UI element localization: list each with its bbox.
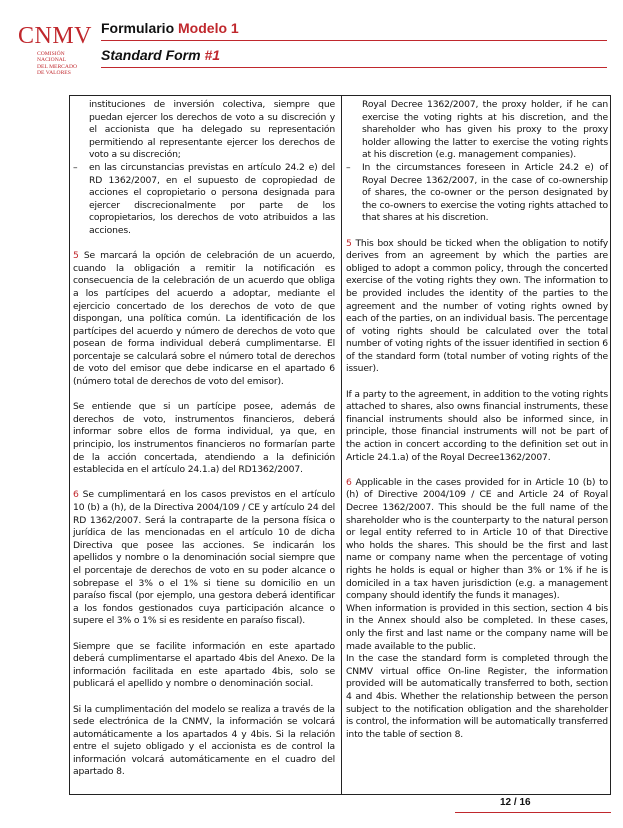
logo-subtitle: COMISIÓN NACIONAL DEL MERCADO DE VALORES [37, 51, 78, 77]
subtitle-divider [101, 67, 607, 68]
note-6-paragraph: Si la cumplimentación del modelo se realiza a través de la sede electrónica de la CNMV, la información se volcará automáticamente a los apartados 4 y 4bis. Si la relación entre el sujeto obligado y el accionista es de control la información volcará automáticamente en el cuadro del apartado 8. [73, 703, 335, 778]
list-item: – In the circumstances foreseen in Article 24.2 e) of Royal Decree 1362/2007, in the case of co-ownership of shares, the co-owner or the person designated by the co-owners to exercise the voting rights attached to that shares at his discretion. [346, 162, 608, 225]
list-item: Royal Decree 1362/2007, the proxy holder, if he can exercise the voting rights at his discretion, and the shareholder who has given his proxy to the proxy holder allowing the latter to exercise the voting rights at his discretion (e.g. management companies). [362, 99, 608, 161]
list-item: – en las circunstancias previstas en artículo 24.2 e) del RD 1362/2007, en el supuesto de copropiedad de acciones el copropietario o persona designada para ejercer discrecionalmente por parte de los copropietarios, los derechos de voto atribuidos a las acciones. [73, 162, 335, 238]
note-6-paragraph: Siempre que se facilite información en este apartado deberá cumplimentarse el apartado 4bis del Anexo. De la información facilitada en este apartado 4bis, solo se publicará el apellido y nombre o denominación social. [73, 640, 335, 690]
notes-table [69, 95, 611, 795]
note-6-paragraph: In the case the standard form is completed through the CNMV virtual office On-line Register, the information provided will be automatically transferred to both, section 4 and 4bis. Whether the relationship between the person subject to the notification obligation and the shareholder is control, the information will be automatically transferred into the table of section 8. [346, 653, 608, 740]
column-divider [341, 96, 342, 794]
list-item: instituciones de inversión colectiva, siempre que puedan ejercer los derechos de voto a su discreción y el accionista que ha delegado su representación permitiendo al representante ejercer los derechos de voto a su discreción; [89, 99, 335, 161]
note-5: 5 This box should be ticked when the obligation to notify derives from an agreement by which the parties are obliged to adopt a common policy, through the concerted exercise of the voting rights they own. The information to be provided includes the identity of the parties to the agreement and the number of voting rights owned by each of the parties, on an individual basis. The percentage of voting rights should be calculated over the total number of voting rights of the issuer identified in section 6 of the standard form (total number of voting rights of the issuer). [346, 237, 608, 375]
note-6: 6 Applicable in the cases provided for in Article 10 (b) to (h) of Directive 2004/109 / CE and Article 24 of Royal Decree 1362/2007. This should be the full name of the shareholder who is the counterparty to the natural person or legal entity referred to in Article 10 of that Directive who holds the shares. This should be the first and last name or company name when the percentage of voting rights he holds is equal or higher than 3% or 1% if he is domiciled in a tax haven jurisdiction (e.g. a management company should identify the funds it manages). [346, 476, 608, 602]
footer-divider [455, 812, 611, 813]
header-divider [101, 40, 607, 41]
note-6-paragraph: When information is provided in this section, section 4 bis in the Annex should also be completed. In these cases, only the first and last name or the company name will be made available to the public. [346, 602, 608, 652]
page-subtitle: Standard Form #1 [101, 47, 221, 63]
note-5-paragraph: Se entiende que si un partícipe posee, además de derechos de voto, instrumentos financieros, deberá informar sobre ellos de forma individual, ya que, en principio, los instrumentos financieros no formarían parte de la acción concertada, atendiendo a la definición establecida en el artículo 24.1.a) del RD1362/2007. [73, 401, 335, 476]
logo-letters: CNMV [17, 23, 92, 49]
cnmv-logo [15, 15, 95, 85]
spanish-column [73, 99, 335, 792]
note-6: 6 Se cumplimentará en los casos previstos en el artículo 10 (b) a (h), de la Directiva 2004/109 / CE y artículo 24 del RD 1362/2007. Será la contraparte de la persona física o jurídica de las mencionadas en el artículo 10 de dicha Directiva que posee las acciones. Se indicarán los apellidos y nombre o la denominación social siempre que el porcentaje de derechos de voto en su poder alcance o sobrepase el 3% o el 1% si tiene su domicilio en un paraíso fiscal (por ejemplo, una gestora deberá identificar a los fondos gestionados cuya participación alcance o supere el 3% o 1% si es residente en paraíso fiscal). [73, 489, 335, 627]
page-number: 12 / 16 [500, 797, 531, 808]
note-5-paragraph: If a party to the agreement, in addition to the voting rights attached to shares, also owns financial instruments, these financial instruments should also be informed since, in principle, those financial instruments will not be part of the action in concert according to the definition set out in Article 24.1.a) of the Royal Decree1362/2007. [346, 388, 608, 463]
page-title: Formulario Modelo 1 [101, 20, 239, 36]
note-5: 5 Se marcará la opción de celebración de un acuerdo, cuando la obligación a remitir la notificación es consecuencia de la celebración de un acuerdo que obliga a los partícipes del acuerdo a adoptar, mediante el ejercicio concertado de los derechos de voto de que dispongan, una política común. La identificación de los partícipes del acuerdo y número de derechos de voto que posean de forma individual deberá cumplimentarse. El porcentaje se calculará sobre el número total de derechos de voto del emisor que debe indicarse en el apartado 6 (número total de derechos de voto del emisor). [73, 250, 335, 388]
english-column [346, 99, 608, 741]
